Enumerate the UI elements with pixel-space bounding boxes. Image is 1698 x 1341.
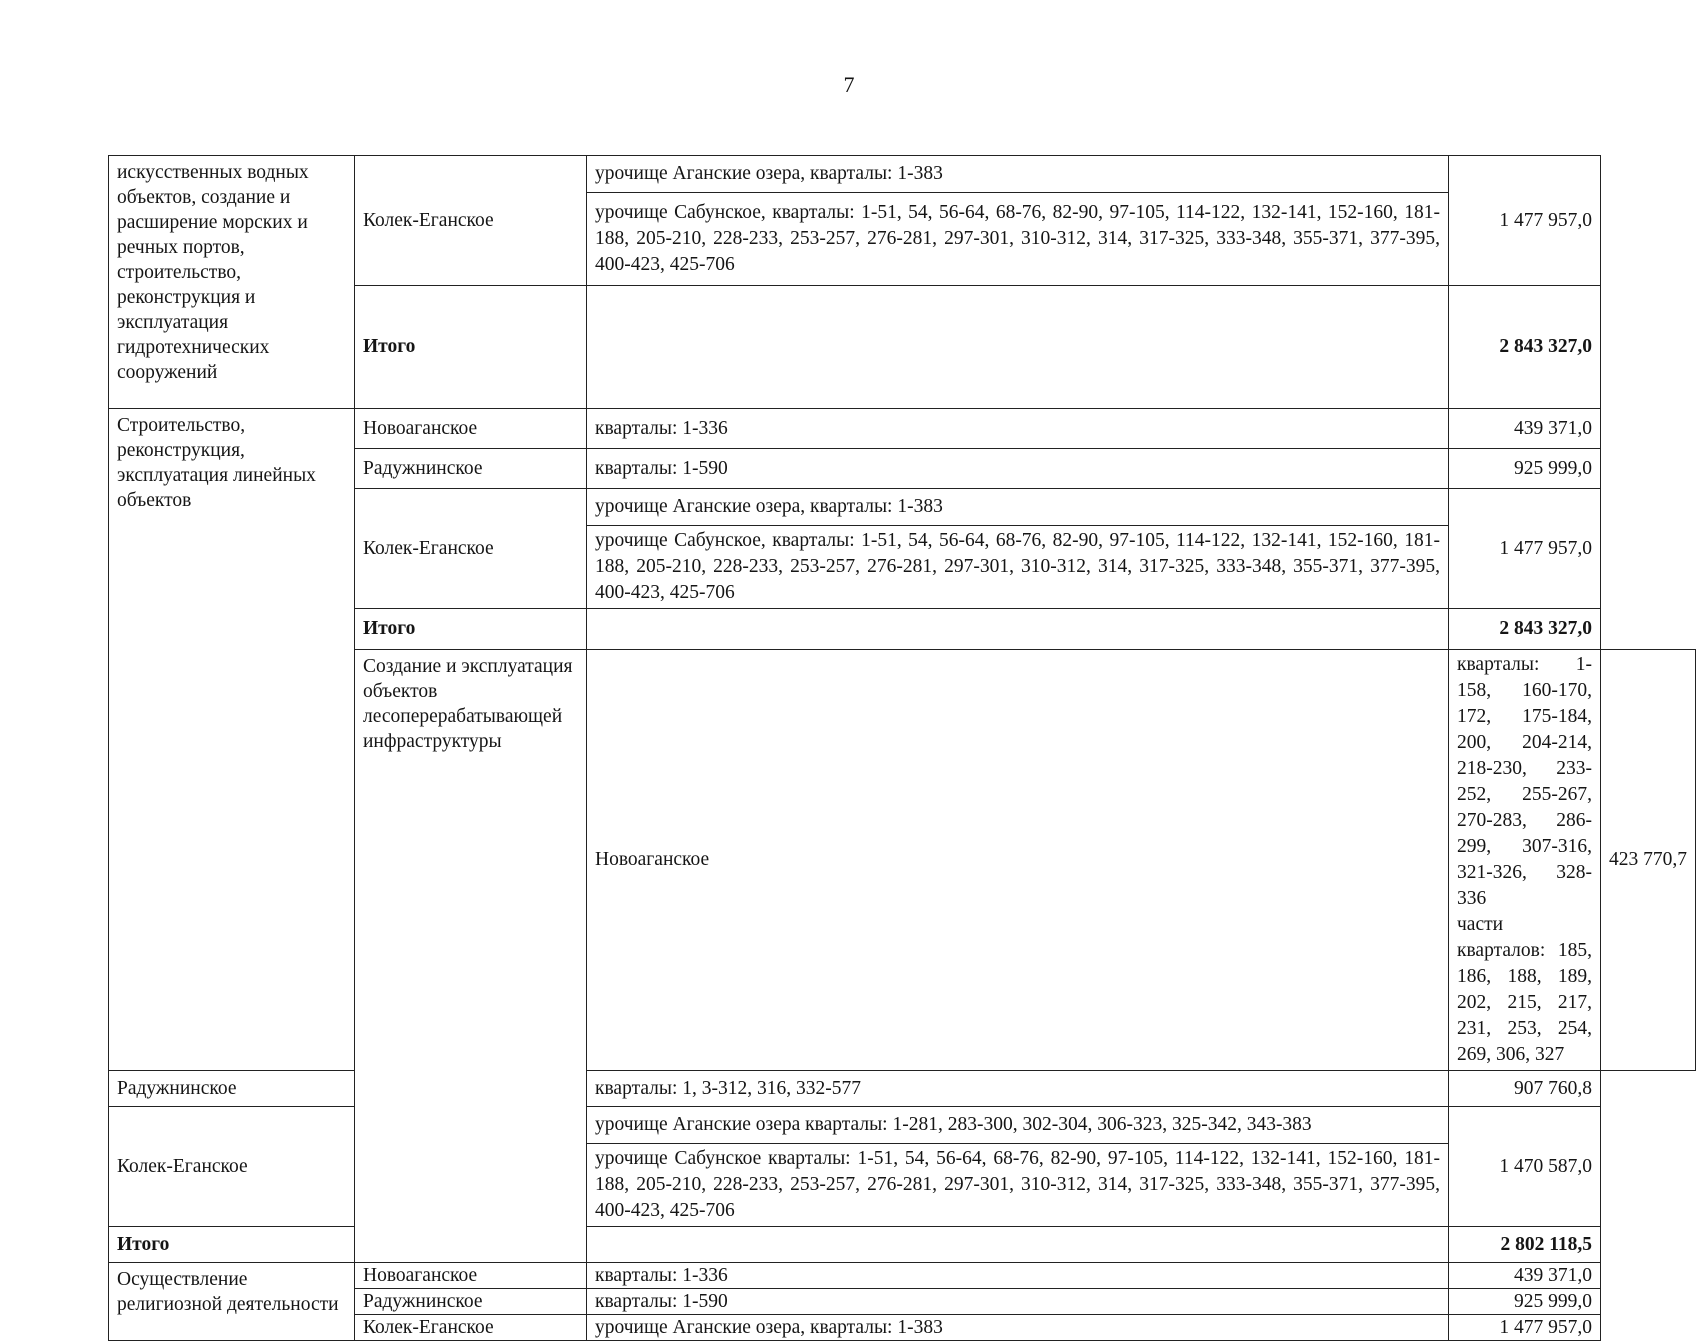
district-cell: Колек-Еганское [109, 1107, 355, 1227]
empty-cell [587, 1227, 1449, 1263]
area-cell: урочище Аганские озера, кварталы: 1-383 [587, 156, 1449, 193]
table-row [109, 1107, 1696, 1144]
value-cell: 439 371,0 [1449, 409, 1601, 449]
activity-cell: Осуществление религиозной деятельности [109, 1263, 355, 1341]
area-cell: урочище Сабунское, кварталы: 1-51, 54, 56-64, 68-76, 82-90, 97-105, 114-122, 132-141, 152-160, 181-188, 205-210, 228-233, 253-257, 276-281, 297-301, 310-312, 314, 317-325, 333-348, 355-371, 377-395, 400-423, 425-706 [587, 526, 1449, 609]
area-cell: урочище Аганские озера, кварталы: 1-383 [587, 489, 1449, 526]
value-cell: 1 477 957,0 [1449, 489, 1601, 609]
value-cell: 925 999,0 [1449, 449, 1601, 489]
area-cell: урочище Аганские озера кварталы: 1-281, 283-300, 302-304, 306-323, 325-342, 343-383 [587, 1107, 1449, 1144]
value-cell: 907 760,8 [1449, 1071, 1601, 1107]
activity-cell: искусственных водных объектов, создание и расширение морских и речных портов, строительство, реконструкция и эксплуатация гидротехнических сооружений [109, 156, 355, 409]
table-row [109, 409, 1696, 449]
total-row [109, 1227, 1696, 1263]
total-label: Итого [355, 286, 587, 409]
district-cell: Радужнинское [109, 1071, 355, 1107]
activity-cell: Создание и эксплуатация объектов лесоперерабатывающей инфраструктуры [355, 650, 587, 1263]
district-cell: Новоаганское [355, 409, 587, 449]
empty-cell [587, 286, 1449, 409]
total-value: 2 843 327,0 [1449, 609, 1601, 650]
area-cell: урочище Сабунское, кварталы: 1-51, 54, 56-64, 68-76, 82-90, 97-105, 114-122, 132-141, 152-160, 181-188, 205-210, 228-233, 253-257, 276-281, 297-301, 310-312, 314, 317-325, 333-348, 355-371, 377-395, 400-423, 425-706 [587, 193, 1449, 286]
forest-use-table [108, 155, 1696, 1341]
total-label: Итого [355, 609, 587, 650]
area-cell: урочище Сабунское кварталы: 1-51, 54, 56-64, 68-76, 82-90, 97-105, 114-122, 132-141, 152-160, 181-188, 205-210, 228-233, 253-257, 276-281, 297-301, 310-312, 314, 317-325, 333-348, 355-371, 377-395, 400-423, 425-706 [587, 1144, 1449, 1227]
value-cell: 925 999,0 [1449, 1289, 1601, 1315]
area-cell: кварталы: 1-336 [587, 409, 1449, 449]
value-cell: 439 371,0 [1449, 1263, 1601, 1289]
page-number: 7 [843, 72, 855, 97]
area-line: кварталы: 1-158, 160-170, 172, 175-184, 200, 204-214, 218-230, 233-252, 255-267, 270-283, 286-299, 307-316, 321-326, 328-336 [1457, 654, 1592, 909]
table-row [109, 1263, 1696, 1289]
district-cell: Колек-Еганское [355, 156, 587, 286]
area-cell: кварталы: 1-336 [587, 1263, 1449, 1289]
value-cell: 1 470 587,0 [1449, 1107, 1601, 1227]
district-cell: Колек-Еганское [355, 1315, 587, 1341]
area-cell: кварталы: 1-590 [587, 449, 1449, 489]
area-cell: кварталы: 1-590 [587, 1289, 1449, 1315]
table-row [109, 1071, 1696, 1107]
district-cell: Новоаганское [587, 650, 1449, 1071]
district-cell: Радужнинское [355, 449, 587, 489]
area-cell: кварталы: 1, 3-312, 316, 332-577 [587, 1071, 1449, 1107]
district-cell: Радужнинское [355, 1289, 587, 1315]
value-cell: 1 477 957,0 [1449, 1315, 1601, 1341]
empty-cell [587, 609, 1449, 650]
total-label: Итого [109, 1227, 355, 1263]
total-value: 2 802 118,5 [1449, 1227, 1601, 1263]
area-cell [1449, 650, 1601, 1071]
value-cell: 423 770,7 [1601, 650, 1696, 1071]
activity-cell: Строительство, реконструкция, эксплуатация линейных объектов [109, 409, 355, 1071]
area-cell: урочище Аганские озера, кварталы: 1-383 [587, 1315, 1449, 1341]
district-cell: Колек-Еганское [355, 489, 587, 609]
area-line: части кварталов: 185, 186, 188, 189, 202, 215, 217, 231, 253, 254, 269, 306, 327 [1457, 914, 1592, 1065]
district-cell: Новоаганское [355, 1263, 587, 1289]
table-row [109, 156, 1696, 193]
value-cell: 1 477 957,0 [1449, 156, 1601, 286]
total-value: 2 843 327,0 [1449, 286, 1601, 409]
